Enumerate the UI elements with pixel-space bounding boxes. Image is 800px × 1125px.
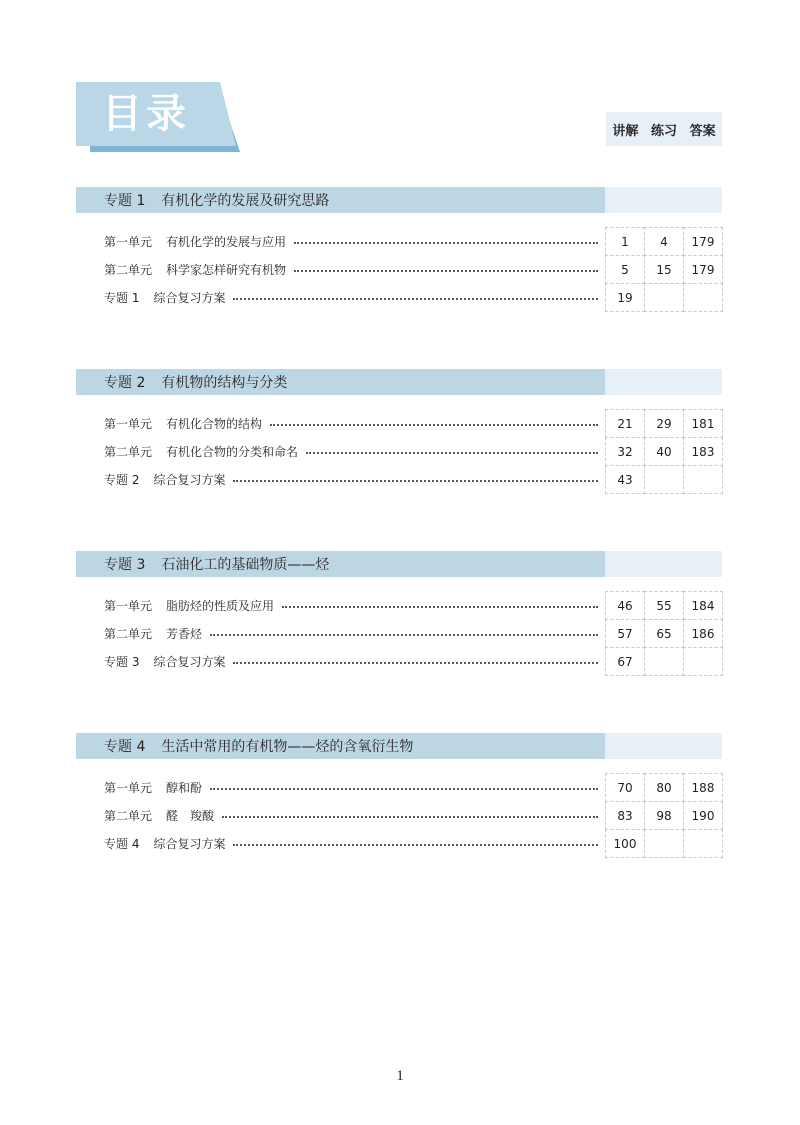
page-practice [644, 829, 684, 858]
leader-dots [294, 270, 598, 272]
page-cells [605, 409, 722, 437]
leader-dots [306, 452, 598, 454]
section-title-bar [76, 551, 605, 577]
section-header-pad [605, 733, 722, 759]
page-answer [683, 647, 723, 676]
unit-label: 第一单元 [104, 416, 153, 431]
toc-row[interactable] [76, 227, 722, 255]
toc-section [76, 733, 722, 857]
leader-dots [270, 424, 598, 426]
section-header-pad [605, 369, 722, 395]
page-answer: 179 [683, 227, 723, 256]
page-lecture: 57 [605, 619, 645, 648]
page-practice: 4 [644, 227, 684, 256]
toc-section [76, 369, 722, 493]
toc-title-banner [76, 82, 256, 154]
page-lecture: 5 [605, 255, 645, 284]
section-number: 专题 4 [104, 739, 146, 755]
unit-name: 科学家怎样研究有机物 [166, 262, 287, 277]
unit-label: 第一单元 [104, 780, 153, 795]
page-lecture: 21 [605, 409, 645, 438]
page-answer: 184 [683, 591, 723, 620]
page-title: 目录 [102, 91, 190, 137]
page-lecture: 1 [605, 227, 645, 256]
page-lecture: 100 [605, 829, 645, 858]
section-header-pad [605, 187, 722, 213]
section-number: 专题 2 [104, 375, 146, 391]
section-title: 有机物的结构与分类 [161, 375, 288, 391]
toc-row[interactable] [76, 773, 722, 801]
page-cells [605, 283, 722, 311]
unit-label: 专题 2 [104, 472, 140, 487]
section-header-pad [605, 551, 722, 577]
toc-row[interactable] [76, 829, 722, 857]
page-practice: 29 [644, 409, 684, 438]
unit-label: 第二单元 [104, 444, 153, 459]
column-header-answers: 答案 [689, 123, 716, 139]
unit-name: 有机化合物的结构 [166, 416, 263, 431]
toc-row[interactable] [76, 801, 722, 829]
section-number: 专题 3 [104, 557, 146, 573]
page-cells [605, 773, 722, 801]
unit-label: 第一单元 [104, 598, 153, 613]
unit-name: 综合复习方案 [153, 290, 226, 305]
page-practice: 15 [644, 255, 684, 284]
toc-row[interactable] [76, 437, 722, 465]
page-lecture: 19 [605, 283, 645, 312]
toc-row[interactable] [76, 255, 722, 283]
column-header-lecture: 讲解 [612, 123, 639, 139]
leader-dots [282, 606, 598, 608]
page-answer: 190 [683, 801, 723, 830]
leader-dots [233, 480, 598, 482]
unit-name: 醇和酚 [166, 780, 203, 795]
page-practice [644, 647, 684, 676]
page-lecture: 32 [605, 437, 645, 466]
page-cells [605, 619, 722, 647]
page-answer: 181 [683, 409, 723, 438]
page-practice: 98 [644, 801, 684, 830]
unit-label: 第二单元 [104, 262, 153, 277]
leader-dots [222, 816, 598, 818]
unit-name: 有机化合物的分类和命名 [166, 444, 299, 459]
unit-label: 第一单元 [104, 234, 153, 249]
section-title-bar [76, 733, 605, 759]
page-practice: 65 [644, 619, 684, 648]
unit-label: 专题 1 [104, 290, 140, 305]
leader-dots [233, 844, 598, 846]
unit-label: 第二单元 [104, 626, 153, 641]
page-cells [605, 227, 722, 255]
section-title: 生活中常用的有机物——烃的含氧衍生物 [161, 739, 414, 755]
unit-name: 综合复习方案 [153, 836, 226, 851]
section-header [76, 551, 722, 577]
page-lecture: 83 [605, 801, 645, 830]
column-headers [606, 112, 722, 146]
page-answer [683, 829, 723, 858]
section-header [76, 187, 722, 213]
page-cells [605, 255, 722, 283]
toc-row[interactable] [76, 283, 722, 311]
unit-name: 醛 羧酸 [166, 808, 215, 823]
section-title-bar [76, 187, 605, 213]
toc-section [76, 551, 722, 675]
toc-row[interactable] [76, 619, 722, 647]
page-practice [644, 283, 684, 312]
page-lecture: 46 [605, 591, 645, 620]
page-cells [605, 801, 722, 829]
page-cells [605, 465, 722, 493]
column-header-practice: 练习 [651, 123, 678, 139]
page-cells [605, 591, 722, 619]
toc-row[interactable] [76, 591, 722, 619]
page-practice [644, 465, 684, 494]
leader-dots [294, 242, 598, 244]
section-title: 石油化工的基础物质——烃 [161, 557, 330, 573]
leader-dots [233, 298, 598, 300]
unit-name: 脂肪烃的性质及应用 [166, 598, 275, 613]
unit-name: 芳香烃 [166, 626, 203, 641]
page-lecture: 67 [605, 647, 645, 676]
unit-name: 综合复习方案 [153, 654, 226, 669]
page-answer: 183 [683, 437, 723, 466]
unit-label: 专题 4 [104, 836, 140, 851]
unit-name: 综合复习方案 [153, 472, 226, 487]
toc-section [76, 187, 722, 311]
leader-dots [210, 634, 598, 636]
page-practice: 40 [644, 437, 684, 466]
section-header [76, 369, 722, 395]
page-lecture: 70 [605, 773, 645, 802]
page-cells [605, 829, 722, 857]
page-answer [683, 465, 723, 494]
page-answer: 188 [683, 773, 723, 802]
unit-label: 第二单元 [104, 808, 153, 823]
leader-dots [210, 788, 598, 790]
page-practice: 55 [644, 591, 684, 620]
leader-dots [233, 662, 598, 664]
page-lecture: 43 [605, 465, 645, 494]
toc-row[interactable] [76, 465, 722, 493]
toc-row[interactable] [76, 409, 722, 437]
section-number: 专题 1 [104, 193, 146, 209]
page-answer: 179 [683, 255, 723, 284]
section-title: 有机化学的发展及研究思路 [161, 193, 330, 209]
section-header [76, 733, 722, 759]
toc-row[interactable] [76, 647, 722, 675]
page-practice: 80 [644, 773, 684, 802]
unit-label: 专题 3 [104, 654, 140, 669]
page-cells [605, 437, 722, 465]
page-answer [683, 283, 723, 312]
page-number: 1 [396, 1068, 404, 1084]
page-cells [605, 647, 722, 675]
section-title-bar [76, 369, 605, 395]
unit-name: 有机化学的发展与应用 [166, 234, 287, 249]
page-answer: 186 [683, 619, 723, 648]
